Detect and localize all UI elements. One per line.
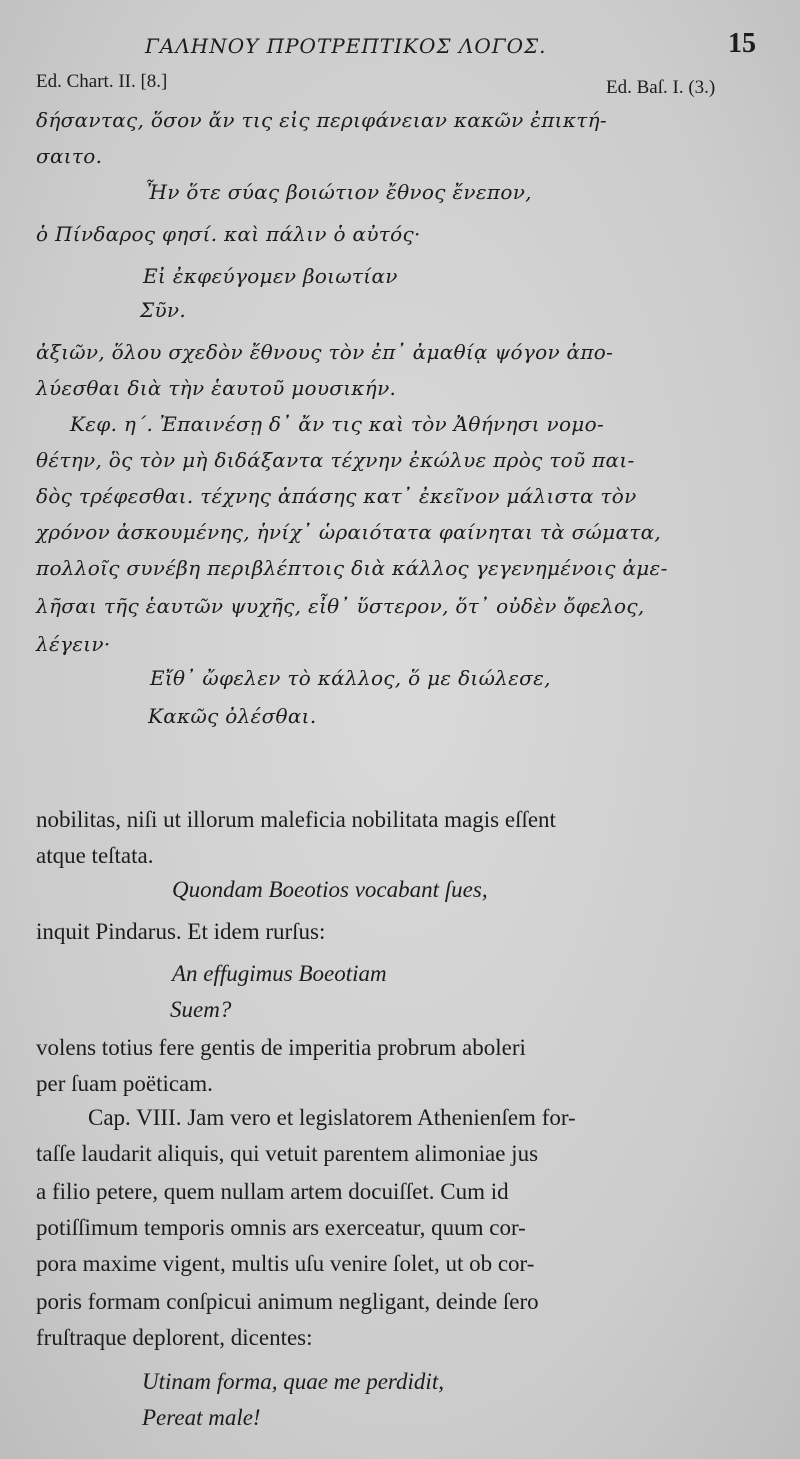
latin-line: per ſuam poëticam. — [36, 1071, 213, 1096]
latin-line: poris formam conſpicui animum negligant, deinde ſero — [36, 1289, 539, 1314]
running-title: ΓΑΛΗΝΟΥ ΠΡΟΤΡΕΠΤΙΚΟΣ ΛΟΓΟΣ. — [145, 34, 547, 58]
greek-verse-line: Ἦν ὅτε σύας βοιώτιον ἔθνος ἔνεπον, — [145, 180, 532, 204]
greek-line: λέγειν· — [36, 632, 111, 656]
latin-line: potiſſimum temporis omnis ars exerceatur, quum cor- — [36, 1215, 526, 1240]
greek-line: πολλοῖς συνέβη περιβλέπτοις διὰ κάλλος γεγενημένοις ἀμε- — [36, 556, 668, 580]
greek-line: λύεσθαι διὰ τὴν ἑαυτοῦ μουσικήν. — [36, 376, 397, 400]
greek-verse-line: Κακῶς ὀλέσθαι. — [148, 704, 317, 728]
greek-line: δήσαντας, ὅσον ἄν τις εἰς περιφάνειαν κακῶν ἐπικτή- — [36, 108, 607, 132]
edition-ref-left: Ed. Chart. II. [8.] — [36, 71, 168, 92]
greek-chapter-line: Κεφ. η΄. Ἐπαινέσῃ δ᾽ ἄν τις καὶ τὸν Ἀθήνησι νομο- — [70, 412, 605, 436]
latin-line: inquit Pindarus. Et idem rurſus: — [36, 919, 326, 944]
latin-verse-line: Quondam Boeotios vocabant ſues, — [172, 877, 488, 902]
latin-line: taſſe laudarit aliquis, qui vetuit parentem alimoniae jus — [36, 1141, 539, 1166]
latin-chapter-line: Cap. VIII. Jam vero et legislatorem Athenienſem for- — [88, 1105, 576, 1130]
greek-verse-line: Εἴθ᾽ ὤφελεν τὸ κάλλος, ὅ με διώλεσε, — [150, 666, 551, 690]
greek-line: χρόνον ἀσκουμένης, ἡνίχ᾽ ὡραιότατα φαίνηται τὰ σώματα, — [36, 520, 662, 544]
greek-line: δὸς τρέφεσθαι. τέχνης ἁπάσης κατ᾽ ἐκεῖνον μάλιστα τὸν — [36, 484, 637, 508]
latin-verse-line: Suem? — [170, 997, 232, 1022]
greek-verse-line: Σῦν. — [140, 298, 187, 322]
greek-line: ὁ Πίνδαρος φησί. καὶ πάλιν ὁ αὐτός· — [36, 222, 421, 246]
latin-line: volens totius fere gentis de imperitia probrum aboleri — [36, 1035, 526, 1060]
latin-verse-line: An effugimus Boeotiam — [172, 961, 387, 986]
latin-line: a filio petere, quem nullam artem docuiſſet. Cum id — [36, 1179, 509, 1204]
latin-line: nobilitas, niſi ut illorum maleficia nobilitata magis eſſent — [36, 807, 556, 832]
greek-line: λῆσαι τῆς ἑαυτῶν ψυχῆς, εἶθ᾽ ὕστερον, ὅτ᾽ οὐδὲν ὄφελος, — [36, 594, 645, 618]
latin-verse-line: Pereat male! — [142, 1405, 261, 1430]
latin-line: pora maxime vigent, multis uſu venire ſolet, ut ob cor- — [36, 1251, 535, 1276]
latin-line: atque teſtata. — [36, 843, 154, 868]
latin-verse-line: Utinam forma, quae me perdidit, — [142, 1369, 444, 1394]
greek-line: σαιτο. — [36, 144, 103, 168]
page-number: 15 — [728, 28, 756, 59]
latin-line: fruſtraque deplorent, dicentes: — [36, 1325, 313, 1350]
greek-line: θέτην, ὃς τὸν μὴ διδάξαντα τέχνην ἐκώλυε πρὸς τοῦ παι- — [36, 448, 635, 472]
greek-line: ἀξιῶν, ὅλου σχεδὸν ἔθνους τὸν ἐπ᾽ ἀμαθίᾳ ψόγον ἀπο- — [36, 340, 614, 364]
greek-verse-line: Εἰ ἐκφεύγομεν βοιωτίαν — [143, 264, 398, 288]
edition-ref-right: Ed. Baſ. I. (3.) — [606, 77, 716, 98]
